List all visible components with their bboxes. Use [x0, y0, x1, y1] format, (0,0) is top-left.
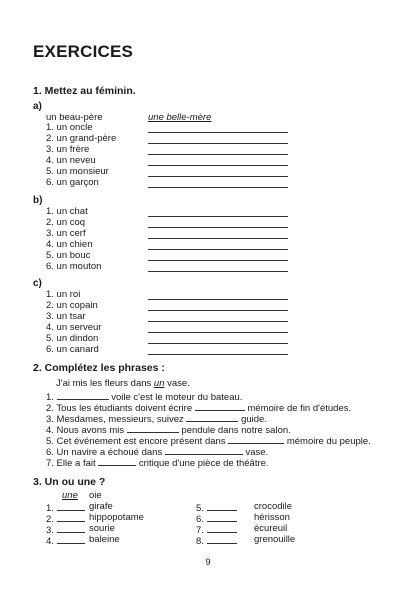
item-a1: 1. un oncle — [46, 122, 93, 133]
gap-3-1[interactable] — [57, 501, 85, 511]
answer-blank-c1[interactable] — [148, 299, 288, 300]
item-a3: 3. un frère — [46, 144, 90, 155]
item-c6: 6. un canard — [46, 344, 99, 355]
answer-blank-a5[interactable] — [148, 176, 288, 177]
page-title: EXERCICES — [33, 42, 134, 61]
item-c3: 3. un tsar — [46, 311, 86, 322]
sentence-7: 7. Elle a fait critique d'une pièce de théâtre. — [46, 458, 269, 469]
item-c2: 2. un copain — [46, 300, 98, 311]
gap-5[interactable] — [228, 434, 284, 444]
example-word: un beau-père — [46, 112, 103, 123]
exercise-1-heading: 1. Mettez au féminin. — [33, 85, 136, 97]
sentence-3: 3. Mesdames, messieurs, suivez guide. — [46, 414, 267, 425]
gap-4[interactable] — [127, 423, 179, 433]
answer-blank-b5[interactable] — [148, 260, 288, 261]
gap-3[interactable] — [186, 412, 238, 422]
item-c4: 4. un serveur — [46, 322, 102, 333]
answer-blank-b6[interactable] — [148, 271, 288, 272]
item-a5: 5. un monsieur — [46, 166, 109, 177]
gap-3-2[interactable] — [57, 512, 85, 522]
gap-3-4[interactable] — [57, 534, 85, 544]
item-c1: 1. un roi — [46, 289, 81, 300]
part-a-label: a) — [33, 101, 42, 112]
item-3-5: 5. — [196, 501, 237, 514]
gap-3-7[interactable] — [207, 523, 237, 533]
example-noun: oie — [89, 490, 102, 501]
sentence-6: 6. Un navire a échoué dans vase. — [46, 447, 269, 458]
gap-2[interactable] — [195, 401, 245, 411]
noun-3-3: sourie — [89, 523, 115, 534]
gap-1[interactable] — [57, 390, 109, 400]
item-3-1: 1. — [46, 501, 85, 514]
item-b4: 4. un chien — [46, 239, 93, 250]
item-b1: 1. un chat — [46, 206, 88, 217]
answer-blank-b4[interactable] — [148, 249, 288, 250]
noun-3-6: hérisson — [254, 512, 290, 523]
answer-blank-b2[interactable] — [148, 227, 288, 228]
item-c5: 5. un dindon — [46, 333, 99, 344]
gap-7[interactable] — [98, 456, 136, 466]
item-3-3: 3. — [46, 523, 85, 536]
item-3-4: 4. — [46, 534, 85, 547]
gap-3-5[interactable] — [207, 501, 237, 511]
answer-blank-b3[interactable] — [148, 238, 288, 239]
page-number: 9 — [205, 557, 211, 568]
sentence-2: 2. Tous les étudiants doivent écrire mémoire de fin d'études. — [46, 403, 352, 414]
item-b2: 2. un coq — [46, 217, 86, 228]
answer-blank-c5[interactable] — [148, 343, 288, 344]
noun-3-4: baleine — [89, 534, 120, 545]
exercise-3-heading: 3. Un ou une ? — [33, 476, 106, 488]
item-a4: 4. un neveu — [46, 155, 96, 166]
item-a6: 6. un garçon — [46, 177, 99, 188]
answer-blank-a4[interactable] — [148, 165, 288, 166]
answer-blank-c6[interactable] — [148, 354, 288, 355]
answer-blank-c2[interactable] — [148, 310, 288, 311]
answer-blank-c3[interactable] — [148, 321, 288, 322]
gap-6[interactable] — [165, 445, 243, 455]
gap-3-3[interactable] — [57, 523, 85, 533]
noun-3-5: crocodile — [254, 501, 293, 512]
gap-3-6[interactable] — [207, 512, 237, 522]
sentence-4: 4. Nous avons mis pendule dans notre salon. — [46, 425, 291, 436]
noun-3-2: hippopotame — [89, 512, 144, 523]
example-sentence: J'ai mis les fleurs dans un vase. — [56, 378, 190, 389]
answer-blank-a3[interactable] — [148, 154, 288, 155]
noun-3-1: girafe — [89, 501, 113, 512]
noun-3-7: écureuil — [254, 523, 288, 534]
part-b-label: b) — [33, 195, 43, 206]
part-c-label: c) — [33, 278, 42, 289]
example-article: un — [153, 378, 165, 389]
answer-blank-a1[interactable] — [148, 132, 288, 133]
answer-blank-a2[interactable] — [148, 143, 288, 144]
answer-blank-a6[interactable] — [148, 187, 288, 188]
answer-blank-b1[interactable] — [148, 216, 288, 217]
gap-3-8[interactable] — [207, 534, 237, 544]
item-3-8: 8. — [196, 534, 237, 547]
sentence-5: 5. Cet événement est encore présent dans mémoire du peuple. — [46, 436, 371, 447]
sentence-1: 1. voile c'est le moteur du bateau. — [46, 392, 243, 403]
item-b3: 3. un cerf — [46, 228, 86, 239]
item-b6: 6. un mouton — [46, 261, 102, 272]
item-a2: 2. un grand-père — [46, 133, 117, 144]
answer-blank-c4[interactable] — [148, 332, 288, 333]
example-article-answer: une — [62, 490, 78, 501]
item-3-7: 7. — [196, 523, 237, 536]
item-b5: 5. un bouc — [46, 250, 91, 261]
item-3-2: 2. — [46, 512, 85, 525]
item-3-6: 6. — [196, 512, 237, 525]
noun-3-8: grenouille — [254, 534, 296, 545]
exercise-2-heading: 2. Complétez les phrases : — [33, 362, 165, 374]
example-answer: une belle-mère — [148, 112, 212, 123]
